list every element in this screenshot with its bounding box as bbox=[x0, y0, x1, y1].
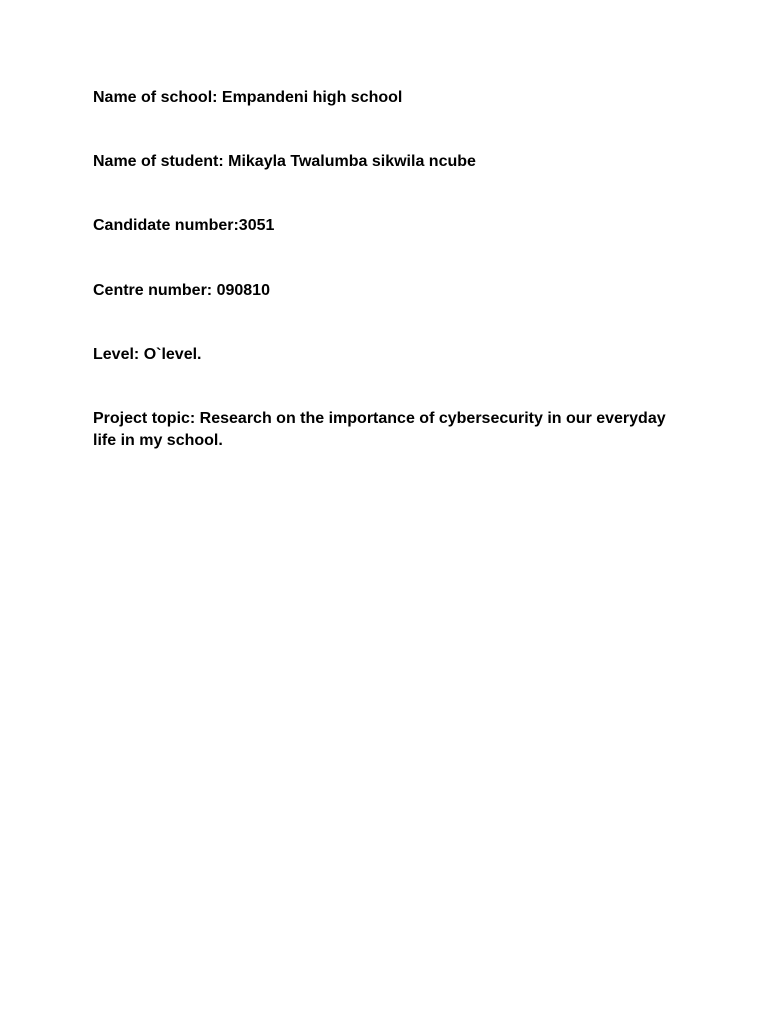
school-name-line: Name of school: Empandeni high school bbox=[93, 89, 403, 106]
centre-number-line: Centre number: 090810 bbox=[93, 282, 270, 299]
project-topic-line: Project topic: Research on the importance of cybersecurity in our everyday life in my school. bbox=[93, 410, 666, 449]
level-line: Level: O`level. bbox=[93, 346, 202, 363]
student-name-line: Name of student: Mikayla Twalumba sikwila ncube bbox=[93, 153, 476, 170]
candidate-number-line: Candidate number:3051 bbox=[93, 217, 275, 234]
